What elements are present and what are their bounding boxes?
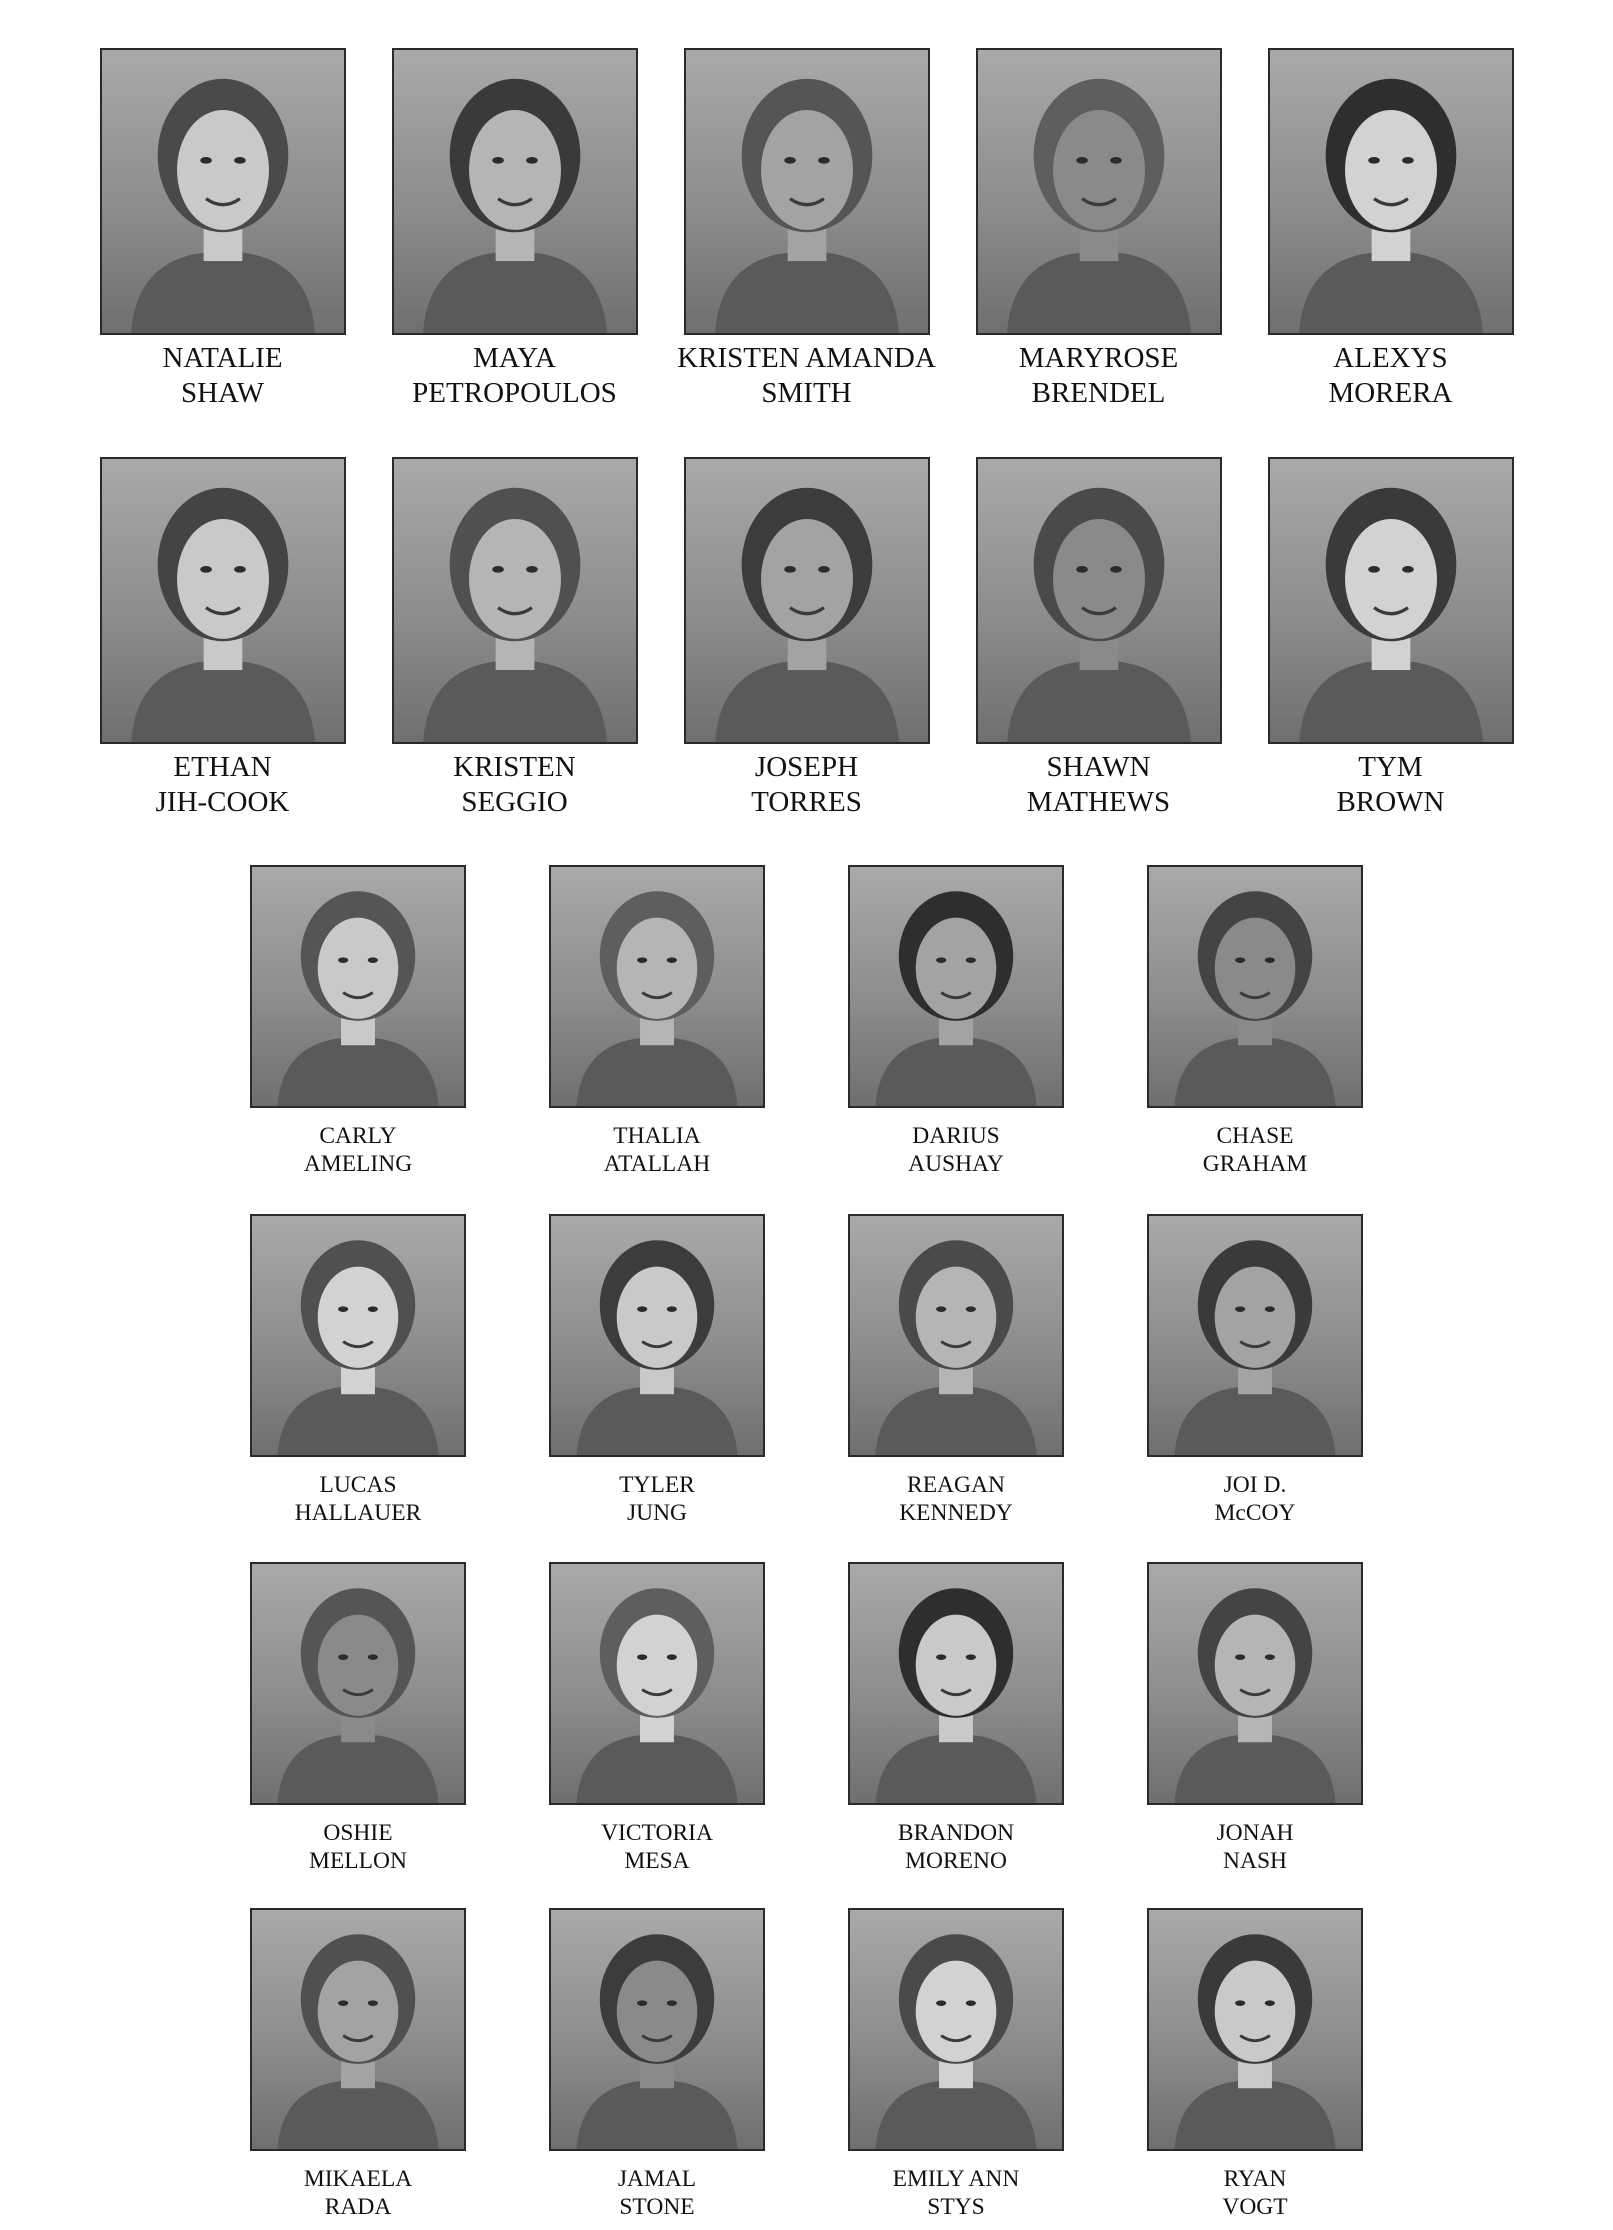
portrait-placeholder [551, 1216, 763, 1455]
shoulders-shape [875, 1386, 1036, 1455]
performer-first-name: MIKAELA [303, 2166, 413, 2192]
performer-last-name: SMITH [761, 376, 852, 409]
eye-shape [1265, 1654, 1275, 1660]
performer-name [1222, 2165, 1287, 2221]
performer-last-name: BROWN [1336, 785, 1445, 818]
eye-shape [637, 957, 647, 963]
performer-name [1337, 750, 1445, 820]
performer-last-name: MORERA [1328, 376, 1453, 409]
eye-shape [368, 2000, 378, 2006]
headshot-card [549, 1214, 765, 1527]
performer-name [601, 1819, 713, 1875]
eye-shape [200, 157, 212, 164]
cast-row-6 [0, 1908, 1613, 2221]
portrait-placeholder [551, 867, 763, 1106]
eye-shape [1235, 957, 1245, 963]
performer-last-name: GRAHAM [1202, 1151, 1308, 1178]
eye-shape [1402, 157, 1414, 164]
headshot-photo [392, 457, 638, 744]
performer-last-name: JIH-COOK [155, 785, 290, 818]
headshot-card [848, 1908, 1064, 2221]
performer-first-name: CARLY [319, 1123, 397, 1149]
performer-first-name: ETHAN [173, 751, 272, 783]
headshot-card [1268, 48, 1514, 411]
face-shape [1053, 110, 1145, 230]
performer-first-name: THALIA [613, 1123, 701, 1149]
portrait-placeholder [252, 867, 464, 1106]
performer-last-name: MESA [624, 1848, 690, 1875]
shoulders-shape [131, 660, 315, 742]
eye-shape [1076, 157, 1088, 164]
shoulders-shape [1007, 251, 1191, 333]
shoulders-shape [875, 1037, 1036, 1106]
performer-first-name: BRANDON [897, 1820, 1015, 1846]
headshot-photo [976, 457, 1222, 744]
eye-shape [1235, 1306, 1245, 1312]
headshot-card [1147, 1214, 1363, 1527]
eye-shape [818, 157, 830, 164]
shoulders-shape [1299, 660, 1483, 742]
face-shape [1215, 1267, 1296, 1368]
performer-first-name: CHASE [1216, 1123, 1294, 1149]
portrait-placeholder [1270, 459, 1512, 742]
eye-shape [1110, 566, 1122, 573]
headshot-photo [848, 1214, 1064, 1457]
shoulders-shape [1174, 1386, 1335, 1455]
shoulders-shape [576, 1037, 737, 1106]
cast-row-1 [0, 48, 1613, 411]
performer-name [1027, 750, 1170, 820]
headshot-photo [1268, 48, 1514, 335]
face-shape [1053, 519, 1145, 639]
portrait-placeholder [252, 1216, 464, 1455]
performer-last-name: RADA [324, 2194, 392, 2221]
eye-shape [1235, 1654, 1245, 1660]
eye-shape [526, 157, 538, 164]
headshot-photo [250, 865, 466, 1108]
headshot-card [1268, 457, 1514, 820]
shoulders-shape [277, 2080, 438, 2149]
portrait-placeholder [394, 50, 636, 333]
performer-name [162, 341, 282, 411]
shoulders-shape [715, 251, 899, 333]
eye-shape [1235, 2000, 1245, 2006]
eye-shape [966, 957, 976, 963]
performer-name [1203, 1122, 1307, 1178]
portrait-placeholder [1149, 1564, 1361, 1803]
eye-shape [966, 1654, 976, 1660]
performer-last-name: SHAW [180, 376, 265, 409]
headshot-card [250, 865, 466, 1178]
face-shape [617, 1961, 698, 2062]
performer-name [1215, 1471, 1296, 1527]
cast-row-3 [0, 865, 1613, 1178]
performer-name [295, 1471, 422, 1527]
performer-name [899, 1471, 1013, 1527]
performer-name [156, 750, 290, 820]
eye-shape [234, 566, 246, 573]
shoulders-shape [277, 1734, 438, 1803]
headshot-card [100, 457, 346, 820]
performer-first-name: REAGAN [907, 1472, 1005, 1498]
portrait-placeholder [102, 459, 344, 742]
eye-shape [338, 1654, 348, 1660]
headshot-photo [1147, 1562, 1363, 1805]
face-shape [1215, 1615, 1296, 1716]
performer-name [304, 2165, 412, 2221]
headshot-photo [100, 48, 346, 335]
eye-shape [1368, 566, 1380, 573]
headshot-card [684, 457, 930, 820]
eye-shape [1265, 957, 1275, 963]
portrait-placeholder [1149, 1216, 1361, 1455]
headshot-card [1147, 1562, 1363, 1875]
performer-first-name: TYM [1358, 751, 1423, 783]
headshot-card [392, 457, 638, 820]
portrait-placeholder [1149, 1910, 1361, 2149]
headshot-photo [250, 1908, 466, 2151]
performer-first-name: RYAN [1223, 2166, 1287, 2192]
eye-shape [936, 1654, 946, 1660]
face-shape [916, 1615, 997, 1716]
portrait-placeholder [850, 1564, 1062, 1803]
eye-shape [1265, 2000, 1275, 2006]
performer-last-name: NASH [1223, 1848, 1287, 1875]
shoulders-shape [715, 660, 899, 742]
performer-last-name: MORENO [905, 1848, 1007, 1875]
headshot-photo [1147, 1214, 1363, 1457]
headshot-photo [392, 48, 638, 335]
portrait-placeholder [551, 1910, 763, 2149]
performer-last-name: KENNEDY [899, 1500, 1013, 1527]
performer-first-name: TYLER [619, 1472, 695, 1498]
performer-first-name: JAMAL [617, 2166, 697, 2192]
headshot-photo [549, 1908, 765, 2151]
performer-name [1216, 1819, 1293, 1875]
headshot-card [848, 1214, 1064, 1527]
performer-first-name: OSHIE [323, 1820, 393, 1846]
face-shape [1345, 110, 1437, 230]
portrait-placeholder [978, 459, 1220, 742]
face-shape [1345, 519, 1437, 639]
eye-shape [637, 2000, 647, 2006]
eye-shape [637, 1306, 647, 1312]
headshot-card [1147, 865, 1363, 1178]
headshot-photo [549, 865, 765, 1108]
portrait-placeholder [686, 50, 928, 333]
eye-shape [667, 2000, 677, 2006]
performer-last-name: AMELING [303, 1151, 413, 1178]
headshot-photo [848, 1562, 1064, 1805]
performer-last-name: HALLAUER [294, 1500, 422, 1527]
performer-last-name: TORRES [751, 785, 862, 818]
eye-shape [526, 566, 538, 573]
headshot-card [549, 1908, 765, 2221]
eye-shape [338, 957, 348, 963]
headshot-photo [848, 1908, 1064, 2151]
portrait-placeholder [1149, 867, 1361, 1106]
portrait-placeholder [850, 1910, 1062, 2149]
headshot-card [250, 1908, 466, 2221]
face-shape [617, 1615, 698, 1716]
headshot-card [549, 865, 765, 1178]
performer-name [618, 2165, 696, 2221]
performer-name [453, 750, 575, 820]
headshot-photo [100, 457, 346, 744]
performer-first-name: JOI D. [1223, 1472, 1287, 1498]
headshot-card [976, 457, 1222, 820]
portrait-placeholder [394, 459, 636, 742]
performer-last-name: STONE [619, 2194, 695, 2221]
face-shape [318, 1267, 399, 1368]
headshot-card [976, 48, 1222, 411]
eye-shape [784, 157, 796, 164]
performer-first-name: DARIUS [912, 1123, 1000, 1149]
portrait-placeholder [102, 50, 344, 333]
eye-shape [936, 1306, 946, 1312]
shoulders-shape [1174, 2080, 1335, 2149]
performer-name [309, 1819, 407, 1875]
headshot-card [549, 1562, 765, 1875]
performer-last-name: AUSHAY [908, 1151, 1004, 1178]
portrait-placeholder [1270, 50, 1512, 333]
shoulders-shape [576, 2080, 737, 2149]
performer-first-name: JOSEPH [754, 751, 859, 783]
shoulders-shape [131, 251, 315, 333]
face-shape [318, 1615, 399, 1716]
performer-name [1328, 341, 1452, 411]
shoulders-shape [423, 660, 607, 742]
cast-row-2 [0, 457, 1613, 820]
performer-last-name: McCOY [1214, 1500, 1296, 1527]
performer-first-name: KRISTEN AMANDA [677, 342, 936, 374]
portrait-placeholder [850, 867, 1062, 1106]
shoulders-shape [875, 2080, 1036, 2149]
performer-name [751, 750, 862, 820]
performer-last-name: JUNG [626, 1500, 688, 1527]
performer-name [619, 1471, 695, 1527]
headshot-photo [1268, 457, 1514, 744]
face-shape [761, 110, 853, 230]
headshot-card [848, 865, 1064, 1178]
face-shape [1215, 1961, 1296, 2062]
face-shape [318, 918, 399, 1019]
performer-last-name: MELLON [309, 1848, 407, 1875]
face-shape [617, 1267, 698, 1368]
portrait-placeholder [551, 1564, 763, 1803]
performer-first-name: MARYROSE [1018, 342, 1179, 374]
performer-name [898, 1819, 1014, 1875]
eye-shape [784, 566, 796, 573]
headshot-photo [250, 1562, 466, 1805]
performer-first-name: SHAWN [1046, 751, 1151, 783]
shoulders-shape [1007, 660, 1191, 742]
headshot-card [250, 1214, 466, 1527]
eye-shape [338, 1306, 348, 1312]
headshot-photo [549, 1214, 765, 1457]
shoulders-shape [1174, 1037, 1335, 1106]
shoulders-shape [1174, 1734, 1335, 1803]
performer-last-name: STYS [927, 2194, 985, 2221]
face-shape [469, 110, 561, 230]
shoulders-shape [277, 1037, 438, 1106]
eye-shape [1368, 157, 1380, 164]
face-shape [761, 519, 853, 639]
shoulders-shape [576, 1386, 737, 1455]
headshot-photo [250, 1214, 466, 1457]
portrait-placeholder [850, 1216, 1062, 1455]
performer-name [1019, 341, 1179, 411]
performer-last-name: BRENDEL [1031, 376, 1166, 409]
performer-name [893, 2165, 1020, 2221]
performer-first-name: EMILY ANN [892, 2166, 1020, 2192]
face-shape [916, 1267, 997, 1368]
shoulders-shape [423, 251, 607, 333]
headshot-photo [684, 457, 930, 744]
eye-shape [200, 566, 212, 573]
headshot-photo [848, 865, 1064, 1108]
eye-shape [818, 566, 830, 573]
face-shape [1215, 918, 1296, 1019]
performer-last-name: VOGT [1222, 2194, 1288, 2221]
performer-name [412, 341, 617, 411]
face-shape [916, 918, 997, 1019]
cast-row-5 [0, 1562, 1613, 1875]
performer-name [304, 1122, 412, 1178]
face-shape [617, 918, 698, 1019]
performer-first-name: VICTORIA [601, 1820, 713, 1846]
headshot-card [392, 48, 638, 411]
shoulders-shape [875, 1734, 1036, 1803]
headshot-card [848, 1562, 1064, 1875]
eye-shape [234, 157, 246, 164]
performer-first-name: LUCAS [319, 1472, 397, 1498]
portrait-placeholder [686, 459, 928, 742]
eye-shape [338, 2000, 348, 2006]
performer-first-name: JONAH [1216, 1820, 1294, 1846]
performer-name [677, 341, 936, 411]
portrait-placeholder [252, 1910, 464, 2149]
eye-shape [1402, 566, 1414, 573]
shoulders-shape [1299, 251, 1483, 333]
eye-shape [1110, 157, 1122, 164]
eye-shape [667, 957, 677, 963]
headshot-photo [976, 48, 1222, 335]
headshot-photo [549, 1562, 765, 1805]
eye-shape [966, 1306, 976, 1312]
eye-shape [936, 2000, 946, 2006]
portrait-placeholder [978, 50, 1220, 333]
performer-first-name: MAYA [473, 342, 556, 374]
performer-name [908, 1122, 1004, 1178]
headshot-photo [1147, 1908, 1363, 2151]
headshot-card [677, 48, 936, 411]
portrait-placeholder [252, 1564, 464, 1803]
face-shape [469, 519, 561, 639]
eye-shape [368, 1306, 378, 1312]
eye-shape [966, 2000, 976, 2006]
headshot-card [250, 1562, 466, 1875]
face-shape [177, 110, 269, 230]
performer-last-name: PETROPOULOS [412, 376, 617, 409]
eye-shape [1265, 1306, 1275, 1312]
eye-shape [368, 1654, 378, 1660]
performer-last-name: MATHEWS [1026, 785, 1171, 818]
eye-shape [667, 1654, 677, 1660]
eye-shape [637, 1654, 647, 1660]
face-shape [916, 1961, 997, 2062]
performer-last-name: ATALLAH [603, 1151, 711, 1178]
headshot-photo [684, 48, 930, 335]
face-shape [318, 1961, 399, 2062]
eye-shape [368, 957, 378, 963]
eye-shape [492, 566, 504, 573]
shoulders-shape [576, 1734, 737, 1803]
performer-last-name: SEGGIO [461, 785, 568, 818]
headshot-card [100, 48, 346, 411]
performer-first-name: ALEXYS [1333, 342, 1448, 374]
performer-first-name: NATALIE [162, 342, 283, 374]
eye-shape [1076, 566, 1088, 573]
eye-shape [936, 957, 946, 963]
performer-name [604, 1122, 710, 1178]
cast-row-4 [0, 1214, 1613, 1527]
headshot-card [1147, 1908, 1363, 2221]
eye-shape [492, 157, 504, 164]
headshot-photo [1147, 865, 1363, 1108]
eye-shape [667, 1306, 677, 1312]
performer-first-name: KRISTEN [453, 751, 576, 783]
face-shape [177, 519, 269, 639]
shoulders-shape [277, 1386, 438, 1455]
